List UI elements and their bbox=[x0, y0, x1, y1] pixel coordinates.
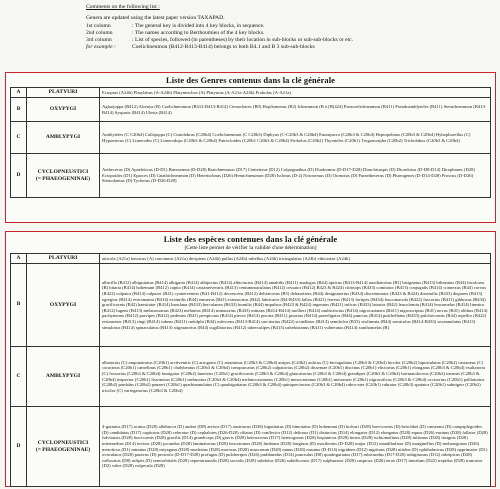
especes-table bbox=[10, 253, 491, 487]
comment-key: 1st column bbox=[86, 22, 111, 29]
genres-table bbox=[10, 87, 491, 198]
comment-text: : The general key is divided into 4 key blocks, in sequence. bbox=[132, 22, 265, 29]
comment-text: : List of species, followed (in parentheses) by their location in sub-blocks or sub-sub-blocks or etc. bbox=[132, 37, 354, 44]
block-content: atticola (A21a) bassicus (A) concinnus (A21a) decipiens (A24b) pullus (A24b) rubellus (A24b) tricingulatus (A24b) vibicariae (A24b) bbox=[100, 254, 491, 264]
block-content: albatorius (C) amputatorius (C20b1) arctiventris (C) arrogator (C) atraminus (C20b3 & C20b4) atripes (C20b2) aulicus (C) bicingulatus (C20b3 & C20b4) bicolor (C20b2) bipustulatus (C20b2) castaneus (C) coracinus (C20b1) camelinus (C20b1) chalybeatus (C20b3 & C20b4) conspurcatus (C20b2) culpatorius (C20b2) dissemae (C20b1) discinus (C20b1) elictorius (C20b1) elongatus (C20b3 & C20b4) exaltatoria (C) fossorius (C20b3 & C20b4) fumigator (C20b2) funereus (C20b1) gracilicornis (C20b3 & C20b4) glaucatorius (C20b3 & C20b4) grandipes (C20b3 & C20b4) haematoloceus (C20b2) inermis (C20b3 & C20b4) inspector (C20b1) lissonotus (C20b1) melanotus (C20b3 & C20b4) melanocastaneus (C20b1) mesocastanus (C20b1) mesomeri (C20b1) nigroruficus (C20b3 & C20b4) occisorius (C20b1) palliatorius (C20b2) pardalus (C20b2) panzeri (C20b1) quadriannulatus (C) quadriguttatus (C20b3 & C20b4) quinquecinctus (C20b3 & C20b4) rubro-ater (C20b1) rubrator (C20b3) sputator (C20b1) subnigerr (C20b2) tricolor (C) variegatorius (C20b3 & C20b4) bbox=[100, 347, 491, 407]
block-letter: B bbox=[11, 98, 27, 122]
table-row bbox=[11, 347, 491, 407]
especes-panel bbox=[5, 231, 496, 487]
genres-panel bbox=[5, 72, 496, 223]
block-group: PLATYURI bbox=[27, 88, 100, 98]
table-row bbox=[11, 88, 491, 98]
block-letter: B bbox=[11, 264, 27, 347]
block-group: AMBLYPYGI bbox=[27, 122, 100, 154]
especes-subtitle: [Cette liste permet de vérifier la validité d'une détermination] bbox=[184, 245, 317, 251]
block-letter: A bbox=[11, 254, 27, 264]
block-content: albicilla (B412) albiguttatus (B414) albigutta (B414) albipictus (B414) albicinctus (B414) amabilis (B411) analogus (B44) apricus (B413-B414) auxiliatorius (B1) bisignatus (B413) bilineatus (B44) bicolorus (B) bitaria (B414) bohemani (B412) capito (B414) castaneiventris (B413) centummaculatus (B412) cessator (B412) B423 & B424) citrinops (B433) comitator (B413) conjugalis (B414) connexus (B44) corvus (B422) culpator (B414) culpator (B41) cyaneiventris (B41-B412) decrescens (B412) deliratorius (B5) deltaseiates (B44) designatorius (B434) discriminator (B423 & B424) dissimilis (B433) dispares (B413) egregius (B414) eversmanni (B414) exsimilis (B44) eumerus (B41) extensorius (B42) fabricator (B4-B433) fallax (B421) ferreus (B413) fortipes (B434) fuscomacula (B422) fuscorius (B411) gibbosus (B434) gracilicornis (B42) haesitator (B414) hanclana (B433) herculanea (B433) humilis (B44) impulsus (B423 & B424) ingenuus (B421) inficus (B433) latrator (B42) leucolomia (B414) leucomelas (B414) lineator (B412) lugens (B413) melanosomus (B423) melanius (B414) minutorius (B433) mittans (B414-B414) mollieri (B414) multicinctus (B414) nigrocastanea (B411) nigroscriptus (B41) novus (B41) oblitus (B414) pachymerus (B412) parvipes (B412) pedestus (B41) perspicuus (B414) pieces (B414) pisoria (B411) pisorius (B414) praeeligator (B44) punctus (B414) pulchellatus (B433) pulchricornis (B44) repellor (B422) restaurator (B413) ringi (B414) rubens (B411) rudolphi (B44) rufescens (B413-B414) sarcitorius (B422) scutellator (B414) semifulva (B33) sexlineata (B44) semirufus (B414-B433) sexannulatus (B413) simulosus (B414) spinaculatus (B413) stigmatorius (B44) sugillatorius (B412) tuberculipes (B413) uzbekistanus (B411) vulneratus (B414) xanthomelas (B) bbox=[100, 264, 491, 347]
block-group: AMBLYPYGI bbox=[27, 347, 100, 407]
block-letter: C bbox=[11, 347, 27, 407]
table-row bbox=[11, 407, 491, 487]
table-row bbox=[11, 254, 491, 264]
comment-key: 2nd column bbox=[86, 29, 113, 36]
genres-title: Liste des Genres contenus dans la clé générale bbox=[166, 76, 335, 85]
especes-title: Liste des espèces contenues dans la clé générale bbox=[163, 235, 338, 244]
table-row bbox=[11, 154, 491, 198]
comment-line bbox=[86, 23, 476, 30]
comments-heading: Comments on the following list : bbox=[86, 4, 160, 10]
table-row bbox=[11, 98, 491, 122]
block-letter: C bbox=[11, 122, 27, 154]
block-content: Amblyteles (C C20b4) Callajoppa (C) Cratolabrus (C20b4) Coelichneumon (C C20b3) Diphyus (C-C20b3 & C20b4) Eutanyacra (C20b3 & C20b4) Hepiopelmus (C20b3 & C20b4) Hybophorellus (C) Hypomecus (C) Limerodes (C) Limerodops (C20b3 & C20b4) Patrocloides (C20b1 C20b3 & C20b4) Probolus (C20b2) Thyrateles (C20b1) Trogomorpha (C20b2) Tricholabus (C20b3 & C20b4) bbox=[100, 122, 491, 154]
block-letter: D bbox=[11, 407, 27, 487]
comments-intro: Genera are updated using the latest paper version TAXAPAD. bbox=[86, 15, 225, 22]
block-content: Aethecerus (D) Apaeleticus (D-D1) Baeosemus (D-D28) Barichneumon (D17) Centeterus (D12) Colpognathus (D) Diadromus (D-D17-D28) Diaschisaspis (D) Dicaelotus (D-D8-D14) Dirophanes (D28) Ectopoides (D1) Eparces (D) Gnathichneumon (D) Heterischnus (D26) Hemichneumon (D28) Ischnus (D-2) Notosemus (D) Oronotus (D) Paraethecerus (D) Phaeogenes (D-D14-D28) Proscus (D-D26) Stenodontus (D) Tycherus (D-D26-D28) bbox=[100, 154, 491, 198]
block-group: OXYPYGI bbox=[27, 264, 100, 347]
comment-text: Coelichneumon (B412-B413-B414) belongs to both B4.1 and B 3 sub-sub-blocks bbox=[132, 44, 315, 51]
block-group: PLATYURI bbox=[27, 254, 100, 264]
table-row bbox=[11, 264, 491, 347]
comment-text: : The names according to Berthoumieu of the 4 key blocks. bbox=[132, 29, 265, 36]
block-content: 4-guttatus (D17) acutus (D28) albibucca (D) andrei (D8) arrisor (D17) austriacus (D28) bigutttatus (D) bimotatus (D) bohemani (D) bolvari (D28) brevicornis (D) brischkei (D) camerani (D) campsplegoides (D) candidatus (D17) capitosus (D28) celerator (D) cephalotes (D26-D28) ciliatus (D) conflector (D12) delirous (D1) distinctus (D14) elongator (D12) elongatus (D28) equus (D26) eurinus (D28) fallator (D28) fulvitarsis (D28) fuscicornis (D28) gracilis (D14) grandiceps (D) gravis (D28) heterocerus (D17) heterogonus (D28) hispanicus (D28) hostis (D28) ischiomelinus (D28) infirmus (D28) insignis (D28) intermedius (D14) invisor (D28) jucundus (D28) laminatorius (D28) leucotomus (D28) limbatus (D28) longiuus (D) macilentus (D-D28) major (D12) mandibulator (D) marginellus (D) melanogonus (D26) mesoticus (D1) minutus (D28) miyaguus (D28) modestus (D28) morosus (D28) muscarum (D28) nanus (D28) nasutus (D-D14) nigridens (D12) nigritans (D28) nitidus (D) ophthalmicus (D28) opprimator (D1) ovaculator (D28) paravus (D) pectoriis (D-D17-D28) profugus (D) pulcheripes (D26) pudibundus (D14) punctulus (D8) quadriguttatus (D17) rubicundus (D17-D28) rubiginosus (D12) rubriptcus (D28) rufloxatus (D8) rufipes (D) semiorbitalis (D28) septentrionalis (D28) socialis (D28) subdolus (D26) subtilicornis (D17) sulphurator (D28) suspicax (D26) terax (D17) tinealum (D22) trepidus (D28) truncator (D2) valee (D28) vulpecula (D28) bbox=[100, 407, 491, 487]
table-row bbox=[11, 122, 491, 154]
block-group: OXYPYGI bbox=[27, 98, 100, 122]
block-letter: D bbox=[11, 154, 27, 198]
block-group: CYCLOPNEUSTICI (= PHAEOGENINAE) bbox=[27, 407, 100, 487]
block-group: CYCLOPNEUSTICI (= PHAEOGENINAE) bbox=[27, 154, 100, 198]
comment-line bbox=[86, 44, 476, 51]
comment-key: 3rd column bbox=[86, 37, 112, 44]
block-content: Aglaojoppa (B412) Alomya (B) Coelichneumon (B412-B413-B414) Ctenochares (B9) Hoplismenus (B2) Ichneumon (B à [B]424) Paracoelichneumon (B411) Pseudoamblyteles (B411) Stenichneumon (B413-B414) Syspasis (B414) Ulesta (B414) bbox=[100, 98, 491, 122]
comment-key: for example : bbox=[86, 44, 116, 51]
comments-section bbox=[86, 4, 476, 52]
block-content: Ectopius (A24b) Platylabus (A-A24b) Platymischos (A) Platyurus (A-A21a-A24b) Probolus (A-A21a) bbox=[100, 88, 491, 98]
block-letter: A bbox=[11, 88, 27, 98]
